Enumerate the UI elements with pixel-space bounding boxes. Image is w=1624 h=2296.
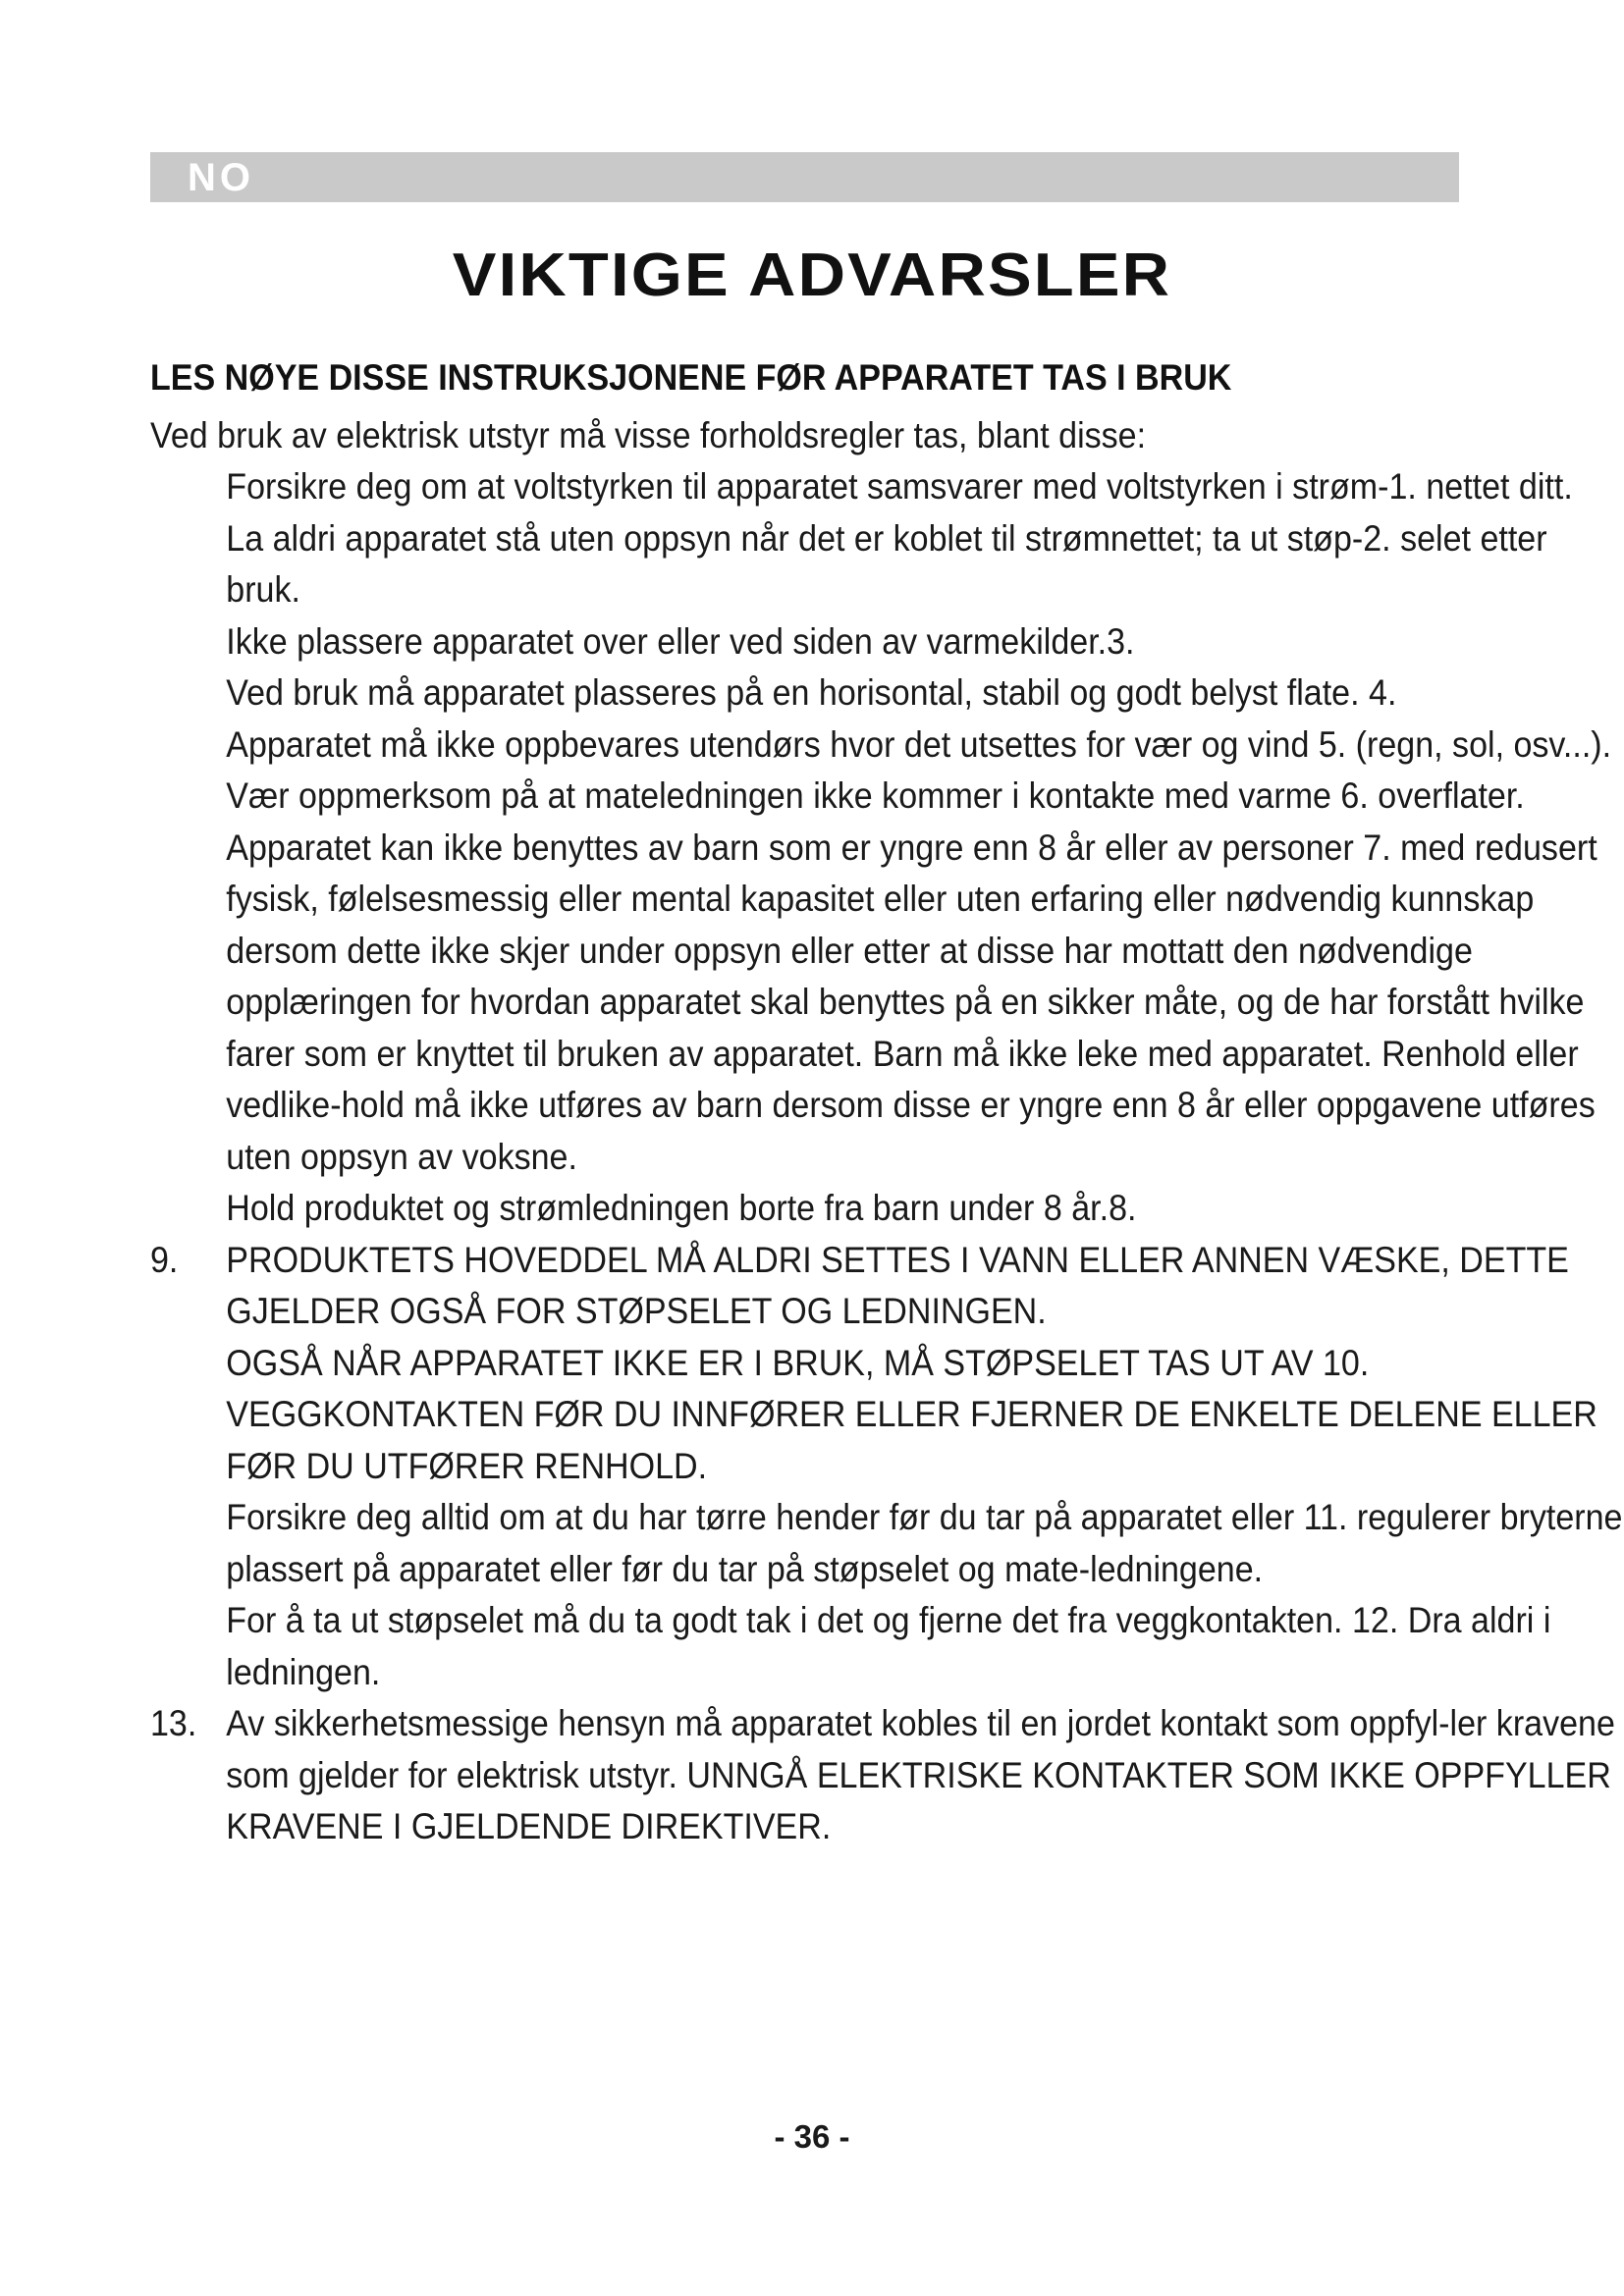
item-text: Apparatet må ikke oppbevares utendørs hvor det utsettes for vær og vind 5. (regn, sol, osv...). [226,723,1612,765]
item-text: Apparatet kan ikke benyttes av barn som er yngre enn 8 år eller av personer 7. med redusert fysisk, følelsesmessig eller mental kapasitet eller uten erfaring eller nødvendig kunnskap dersom dette ikke skjer under oppsyn eller etter at disse har mottatt den nødvendige opplæringen for hvordan apparatet skal benyttes på en sikker måte, og de har forstått hvilke farer som er knyttet til bruken av apparatet. Barn må ikke leke med apparatet. Renhold eller vedlike-hold må ikke utføres av barn dersom disse er yngre enn 8 år eller oppgavene utføres uten oppsyn av voksne. [226,827,1597,1177]
item-number: 13. [150,1703,197,1743]
intro-paragraph: Ved bruk av elektrisk utstyr må visse forholdsregler tas, blant disse: [150,415,1147,455]
item-text: OGSÅ NÅR APPARATET IKKE ER I BRUK, MÅ STØPSELET TAS UT AV 10. VEGGKONTAKTEN FØR DU INNFØRER ELLER FJERNER DE ENKELTE DELENE ELLER FØR DU UTFØRER RENHOLD. [226,1342,1597,1486]
item-text: Hold produktet og strømledningen borte fra barn under 8 år.8. [226,1188,1137,1228]
warning-item-13 [150,1698,1624,1853]
warning-list [150,461,1623,1853]
warning-item-8 [150,1183,1624,1235]
item-text: La aldri apparatet stå uten oppsyn når det er koblet til strømnettet; ta ut støp-2. selet etter bruk. [226,517,1547,610]
warning-item-9 [150,1235,1624,1338]
page-number: - 36 - [774,2118,850,2155]
item-text: For å ta ut støpselet må du ta godt tak i det og fjerne det fra veggkontakten. 12. Dra aldri i ledningen. [226,1600,1551,1692]
warning-item-2 [150,513,1624,616]
item-text: Forsikre deg om at voltstyrken til apparatet samsvarer med voltstyrken i strøm-1. nettet ditt. [226,466,1573,507]
warning-item-7 [150,823,1624,1184]
language-code: NO [188,156,254,199]
warning-item-12 [150,1595,1624,1698]
warning-item-10 [150,1338,1624,1493]
warning-item-1 [150,461,1624,513]
item-number: 9. [150,1239,179,1280]
item-text: Av sikkerhetsmessige hensyn må apparatet kobles til en jordet kontakt som oppfyl-ler kravene som gjelder for elektrisk utstyr. UNNGÅ ELEKTRISKE KONTAKTER SOM IKKE OPPFYLLER KRAVENE I GJELDENDE DIREKTIVER. [226,1703,1615,1846]
warning-item-11 [150,1492,1624,1595]
item-text: Ved bruk må apparatet plasseres på en horisontal, stabil og godt belyst flate. 4. [226,672,1397,713]
item-text: Vær oppmerksom på at mateledningen ikke kommer i kontakte med varme 6. overflater. [226,775,1525,816]
section-subtitle: LES NØYE DISSE INSTRUKSJONENE FØR APPARATET TAS I BRUK [150,357,1232,398]
language-header-bar [150,152,1459,202]
item-text: Ikke plassere apparatet over eller ved siden av varmekilder.3. [226,620,1135,662]
warning-item-6 [150,771,1624,823]
warning-item-3 [150,616,1624,668]
item-text: PRODUKTETS HOVEDDEL MÅ ALDRI SETTES I VANN ELLER ANNEN VÆSKE, DETTE GJELDER OGSÅ FOR STØPSELET OG LEDNINGEN. [226,1239,1569,1331]
page-title: VIKTIGE ADVARSLER [452,241,1172,309]
item-text: Forsikre deg alltid om at du har tørre hender før du tar på apparatet eller 11. regulerer bryterne plassert på apparatet eller før du tar på støpselet og mate-ledningene. [226,1497,1623,1589]
warning-item-5 [150,720,1624,772]
warning-item-4 [150,667,1624,720]
